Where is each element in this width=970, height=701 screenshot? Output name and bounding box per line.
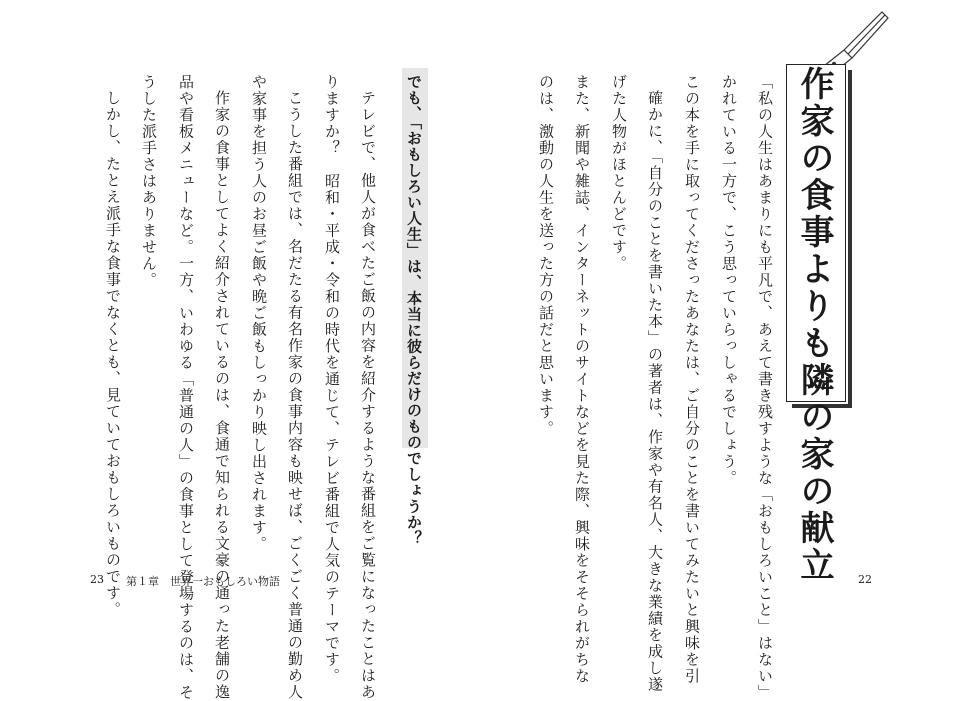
body-line: げた人物がほとんどです。: [610, 74, 628, 272]
page-number-left: 23: [90, 573, 104, 586]
body-line: しかし、たとえ派手な食事でなくとも、見ていておもしろいものです。: [104, 90, 122, 618]
chapter-title: 作家の食事よりも隣の家の献立: [794, 66, 834, 584]
body-line: や家事を担う人のお昼ご飯や晩ご飯もしっかり映し出されます。: [250, 74, 268, 553]
body-line: テレビで、他人が食べたご飯の内容を紹介するような番組をご覧になったことはあ: [359, 90, 377, 701]
body-line: かれている一方で、こう思っていらっしゃるでしょう。: [720, 74, 738, 487]
page-number-right: 22: [858, 573, 872, 586]
body-line: また、新聞や雑誌、インターネットのサイトなどを見た際、興味をそそられがちな: [573, 74, 591, 685]
body-line: 品や看板メニューなど。一方、いわゆる「普通の人」の食事として登場するのは、そ: [177, 74, 195, 701]
body-line: こうした番組では、名だたる有名作家の食事内容も映せば、ごくごく普通の勤め人: [286, 90, 304, 701]
body-line: のは、激動の人生を送った方の話だと思います。: [537, 74, 555, 437]
running-head: 第１章 世界一おもしろい物語: [126, 575, 280, 588]
body-line: 「私の人生はあまりにも平凡で、あえて書き残すような「おもしろいこと」はない」: [756, 74, 774, 701]
body-line: この本を手に取ってくださったあなたは、ご自分のことを書いてみたいと興味を引: [683, 74, 701, 685]
body-line: りますか？ 昭和・平成・令和の時代を通じて、テレビ番組で人気のテーマです。: [323, 74, 341, 685]
body-line: 確かに、「自分のことを書いた本」の著者は、作家や有名人、大きな業績を成し遂: [646, 90, 664, 693]
subheading: でも、「おもしろい人生」は、本当に彼らだけのものでしょうか？: [405, 74, 423, 547]
body-line: 作家の食事としてよく紹介されているのは、食通で知られる文豪の通った老舗の逸: [213, 90, 231, 701]
body-line: うした派手さはありません。: [140, 74, 158, 289]
